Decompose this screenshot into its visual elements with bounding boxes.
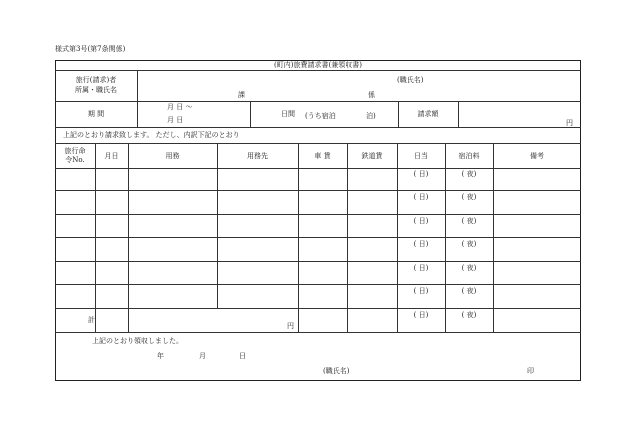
total-label: 計	[88, 316, 95, 324]
receipt-month: 月	[199, 352, 206, 360]
traveler-name-label: (職氏名)	[397, 76, 424, 84]
receipt-year: 年	[157, 352, 164, 360]
lodging-unit: ( 夜)	[461, 287, 477, 295]
claim-amount-yen: 円	[566, 119, 573, 127]
rule-row-4	[55, 261, 581, 262]
vline-col-2	[128, 143, 129, 332]
daily-unit: ( 日)	[413, 264, 429, 272]
vline-col-3	[217, 143, 218, 309]
traveler-section-ka: 課	[238, 91, 245, 99]
col-header-destination: 用務先	[247, 152, 268, 160]
request-statement: 上記のとおり請求致します。 ただし、内訳下記のとおり	[63, 131, 240, 139]
col-header-order-no-line1: 旅行命	[64, 147, 86, 155]
vline-traveler	[137, 70, 138, 127]
col-header-daily: 日当	[414, 152, 428, 160]
daily-unit: ( 日)	[413, 311, 429, 319]
rule-row-6	[55, 308, 581, 309]
period-from: 月 日 〜	[167, 103, 193, 111]
vline-col-8	[493, 143, 494, 332]
daily-unit: ( 日)	[413, 170, 429, 178]
col-header-car: 車 賃	[314, 152, 331, 160]
rule-header	[55, 168, 581, 169]
form-number: 様式第3号(第7条関係)	[55, 45, 126, 53]
receipt-day: 日	[239, 352, 246, 360]
period-days-label: 日間	[281, 110, 295, 118]
rule-statement	[55, 143, 581, 144]
claim-amount-label: 請求額	[417, 110, 439, 118]
col-header-purpose: 用務	[165, 152, 180, 160]
vline-col-5	[347, 143, 348, 332]
receipt-seal: 印	[527, 367, 534, 375]
rule-total	[55, 332, 581, 333]
period-label: 期 間	[87, 110, 105, 118]
vline-col-1	[95, 143, 96, 332]
col-header-lodging: 宿泊料	[458, 152, 480, 160]
traveler-section-kakari: 係	[368, 91, 375, 99]
col-header-date: 月日	[104, 152, 119, 160]
rule-row-1	[55, 190, 581, 191]
lodging-unit: ( 夜)	[461, 240, 477, 248]
rule-row-3	[55, 237, 581, 238]
total-yen: 円	[287, 322, 294, 330]
rule-traveler	[55, 101, 581, 102]
traveler-label-line1: 旅行(請求)者	[75, 76, 117, 84]
daily-unit: ( 日)	[413, 193, 429, 201]
period-stay-close: 泊)	[366, 112, 376, 120]
daily-unit: ( 日)	[413, 217, 429, 225]
rule-period	[55, 127, 581, 128]
col-header-rail: 鉄道賃	[361, 152, 383, 160]
traveler-label-line2: 所属・職氏名	[75, 86, 117, 94]
col-header-remarks: 備考	[530, 152, 544, 160]
form-title: (町内)旅費請求書(兼領収書)	[274, 61, 362, 69]
lodging-unit: ( 夜)	[461, 311, 477, 319]
lodging-unit: ( 夜)	[461, 217, 477, 225]
rule-row-5	[55, 284, 581, 285]
daily-unit: ( 日)	[413, 240, 429, 248]
rule-row-2	[55, 214, 581, 215]
lodging-unit: ( 夜)	[461, 193, 477, 201]
period-stay-open: (うち宿泊	[305, 112, 336, 120]
daily-unit: ( 日)	[413, 287, 429, 295]
lodging-unit: ( 夜)	[461, 264, 477, 272]
col-header-order-no-line2: 令No.	[65, 156, 85, 164]
vline-period-c	[458, 101, 459, 127]
vline-col-4	[298, 143, 299, 332]
period-to: 月 日	[167, 116, 184, 124]
receipt-statement: 上記のとおり領収しました。	[92, 337, 183, 345]
rule-title	[55, 70, 581, 71]
receipt-name-label: (職氏名)	[323, 367, 350, 375]
lodging-unit: ( 夜)	[461, 170, 477, 178]
vline-period-a	[250, 101, 251, 127]
